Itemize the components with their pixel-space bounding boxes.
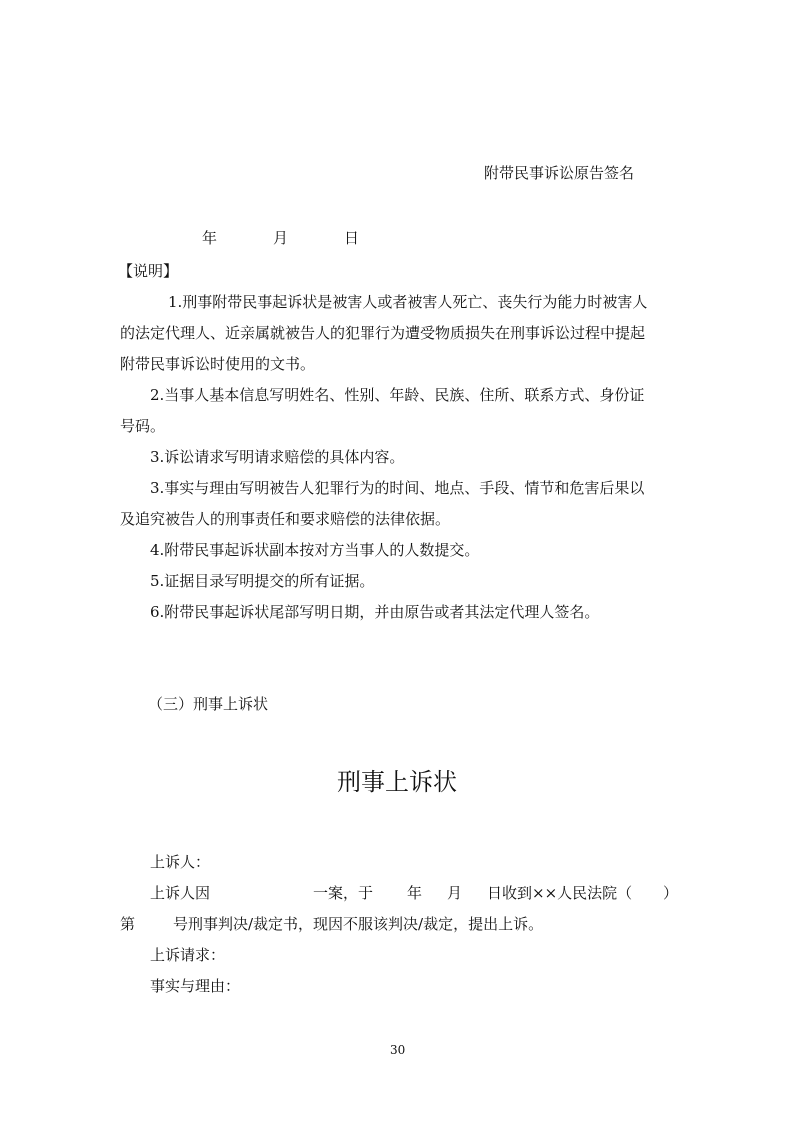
date-year-label: 年 bbox=[202, 229, 218, 247]
notes-item-3: 3.诉讼请求写明请求赔偿的具体内容。 bbox=[150, 448, 405, 466]
notes-item-7: 6.附带民事起诉状尾部写明日期，并由原告或者其法定代理人签名。 bbox=[150, 603, 600, 621]
appeal-line-1-year: 年 bbox=[407, 884, 423, 902]
appeal-line-1-part-2: 一案，于 bbox=[313, 884, 374, 902]
notes-item-6: 5.证据目录写明提交的所有证据。 bbox=[150, 572, 375, 590]
appeal-line-1-paren-close: ） bbox=[663, 884, 679, 902]
section-heading: （三）刑事上诉状 bbox=[148, 695, 269, 713]
notes-heading: 【说明】 bbox=[118, 262, 179, 280]
notes-item-1-line-3: 附带民事诉讼时使用的文书。 bbox=[120, 355, 316, 373]
notes-item-1-line-1: 1.刑事附带民事起诉状是被害人或者被害人死亡、丧失行为能力时被害人 bbox=[168, 293, 648, 311]
page-number: 30 bbox=[390, 1043, 406, 1057]
notes-item-2-line-1: 2.当事人基本信息写明姓名、性别、年龄、民族、住所、联系方式、身份证 bbox=[150, 386, 645, 404]
appeal-line-1-month: 月 bbox=[447, 884, 463, 902]
notes-item-4-line-2: 及追究被告人的刑事责任和要求赔偿的法律依据。 bbox=[120, 510, 451, 528]
notes-item-2-line-2: 号码。 bbox=[120, 417, 166, 435]
appeal-line-2-part-1: 第 bbox=[120, 915, 136, 933]
appeal-request-label: 上诉请求： bbox=[150, 946, 226, 964]
notes-item-4-line-1: 3.事实与理由写明被告人犯罪行为的时间、地点、手段、情节和危害后果以 bbox=[150, 479, 645, 497]
notes-item-1-line-2: 的法定代理人、近亲属就被告人的犯罪行为遭受物质损失在刑事诉讼过程中提起 bbox=[120, 324, 646, 342]
document-title: 刑事上诉状 bbox=[337, 768, 457, 796]
appeal-line-2-part-2: 号刑事判决/裁定书，现因不服该判决/裁定，提出上诉。 bbox=[173, 915, 544, 933]
appeal-facts-label: 事实与理由： bbox=[150, 977, 241, 995]
notes-item-5: 4.附带民事起诉状副本按对方当事人的人数提交。 bbox=[150, 541, 480, 559]
plaintiff-signature-label: 附带民事诉讼原告签名 bbox=[484, 164, 635, 182]
appellant-label: 上诉人： bbox=[150, 853, 211, 871]
date-day-label: 日 bbox=[344, 229, 360, 247]
appeal-line-1-part-3: 日收到××人民法院（ bbox=[487, 884, 633, 902]
appeal-line-1-part-1: 上诉人因 bbox=[150, 884, 211, 902]
date-month-label: 月 bbox=[273, 229, 289, 247]
